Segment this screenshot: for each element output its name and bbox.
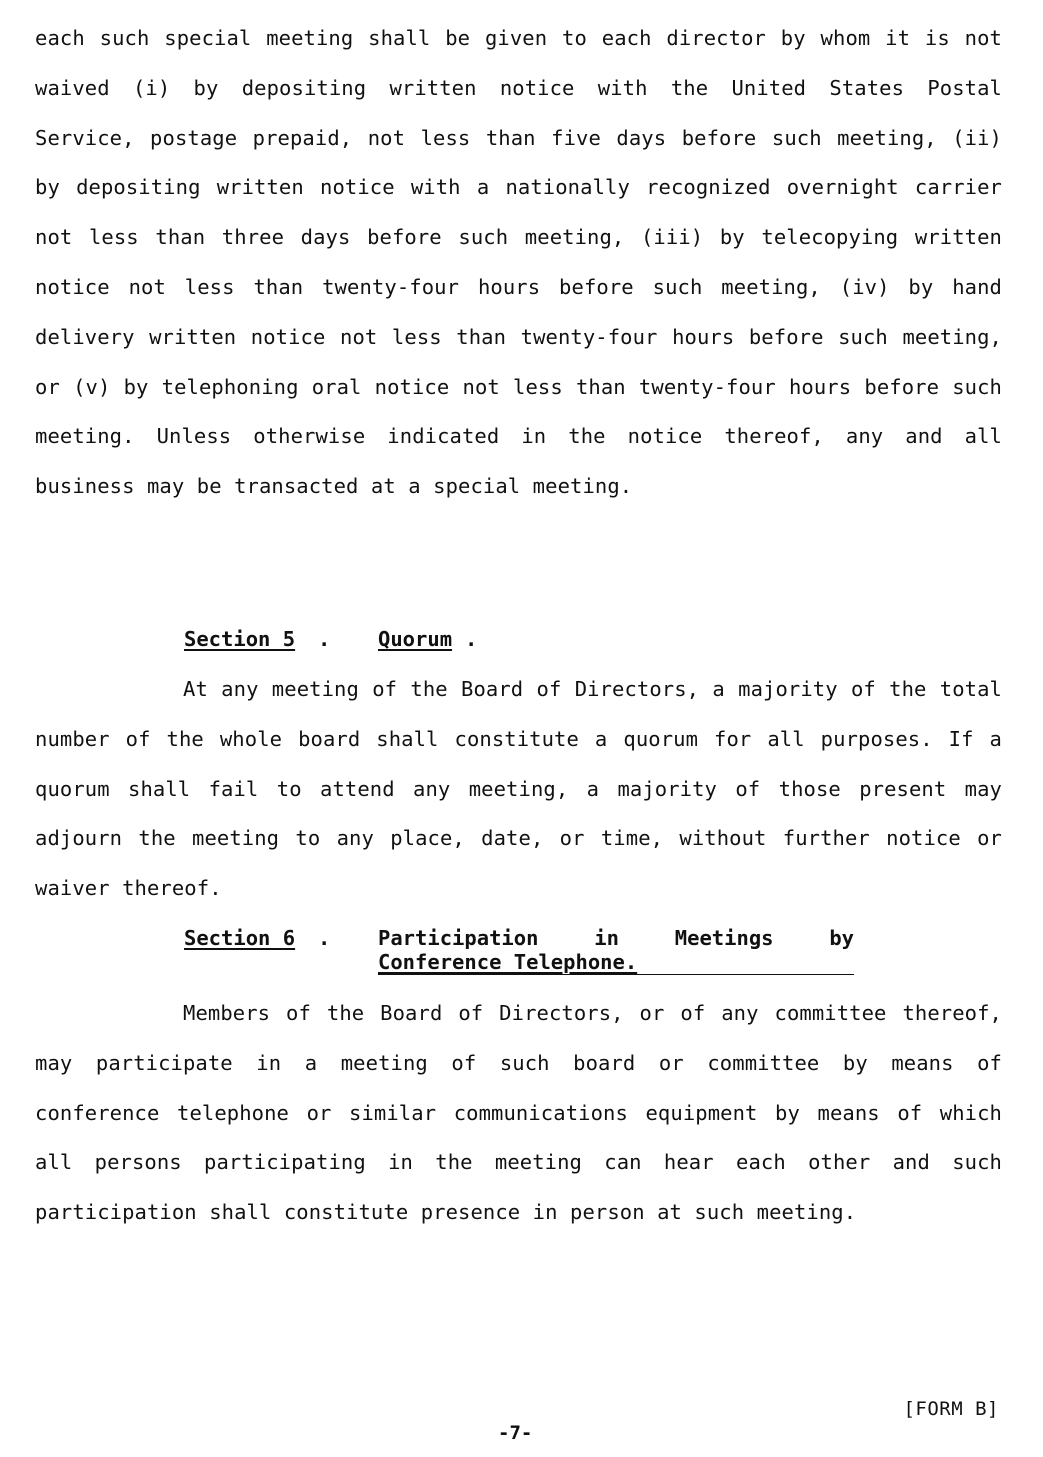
paragraph-quorum: At any meeting of the Board of Directors, a majority of the total number of the whole board shall constitute a quorum for all purposes. If a quorum shall fail to attend any meeting, a majority of those present may adjourn the meeting to any place, date, or time, without further notice or waiver thereof. (35, 677, 1002, 901)
paragraph-special-meeting-notice: each such special meeting shall be given to each director by whom it is not waived (i) by depositing written notice with the United States Postal Service, postage prepaid, not less than five days before such meeting, (ii) by depositing written notice with a nationally recognized overnight carrier not less than three days before such meeting, (iii) by telecopying written notice not less than twenty-four hours before such meeting, (iv) by hand delivery written notice not less than twenty-four hours before such meeting, or (v) by telephoning oral notice not less than twenty-four hours before such meeting. Unless otherwise indicated in the notice thereof, any and all business may be transacted at a special meeting. (35, 26, 1002, 499)
paragraph-conference-telephone: Members of the Board of Directors, or of any committee thereof, may participate in a meeting of such board or committee by means of conference telephone or similar communications equipment by means of which all persons participating in the meeting can hear each other and such participation shall constitute presence in person at such meeting. (35, 1001, 1002, 1225)
page-number: -7- (498, 1422, 533, 1444)
section-5-label: Section 5 (184, 627, 296, 651)
document-page: each such special meeting shall be given to each director by whom it is not waived (i) by depositing written notice with the United States Postal Service, postage prepaid, not less than five days before such meeting, (ii) by depositing written notice with a nationally recognized overnight carrier not less than three days before such meeting, (iii) by telecopying written notice not less than twenty-four hours before such meeting, (iv) by hand delivery written notice not less than twenty-four hours before such meeting, or (v) by telephoning oral notice not less than twenty-four hours before such meeting. Unless otherwise indicated in the notice thereof, any and all business may be transacted at a special meeting. Section 5 . Quorum . At any meeting of the Board of Directors, a majority of the total number of the whole board shall constitute a quorum for all purposes. If a quorum shall fail to attend any meeting, a majority of those present may adjourn the meeting to any place, date, or time, without further notice or waiver thereof. Section 6 . Participation in Meetings by Conference Telephone. Members of the Board of Directors, or of any committee thereof, may participate in a meeting of such board or committee by means of conference telephone or similar communications equipment by means of which all persons participating in the meeting can hear each other and such participation shall constitute presence in person at such meeting. [FORM B] -7- (0, 0, 1043, 1457)
section-6-label: Section 6 (184, 926, 296, 950)
section-6-title-line-2: Conference Telephone. (378, 951, 854, 975)
section-5-title: Quorum (378, 627, 453, 651)
form-label: [FORM B] (903, 1398, 999, 1420)
section-6-title-line-1: Participation in Meetings by (378, 926, 854, 950)
